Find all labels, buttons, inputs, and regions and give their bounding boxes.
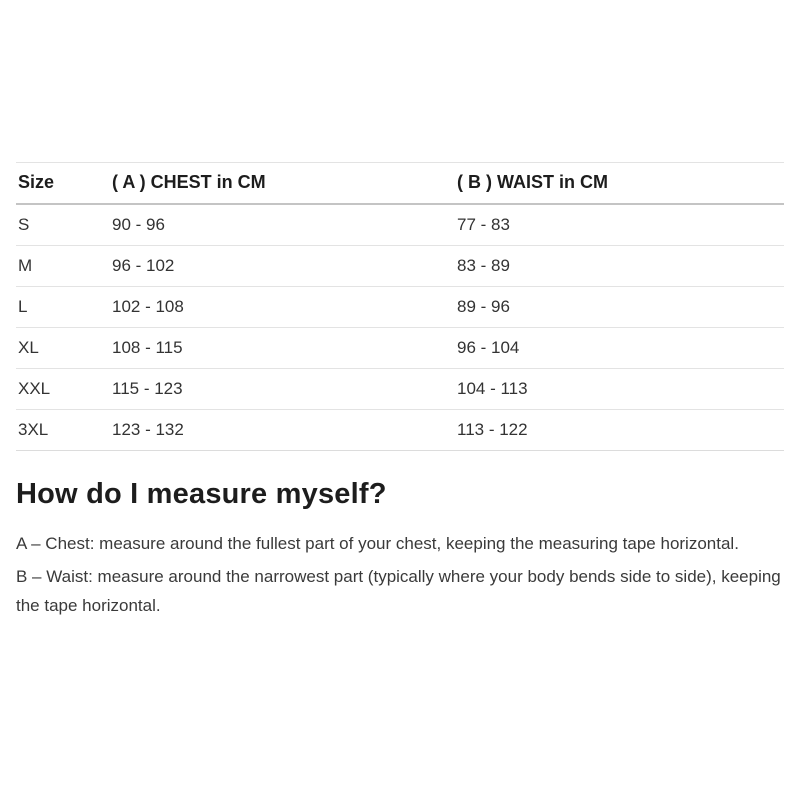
chest-cell: 115 - 123 [110, 369, 455, 410]
table-row-xl [16, 328, 784, 369]
size-cell: S [16, 204, 110, 246]
size-cell: L [16, 287, 110, 328]
measure-instruction-waist: B – Waist: measure around the narrowest part (typically where your body bends side to side), keeping the tape horizontal. [16, 567, 781, 615]
table-row-xxl [16, 369, 784, 410]
measure-instruction-chest: A – Chest: measure around the fullest part of your chest, keeping the measuring tape horizontal. [16, 534, 739, 553]
table-row-l [16, 287, 784, 328]
table-row-3xl [16, 410, 784, 451]
measure-instructions [16, 529, 784, 620]
header-row [16, 163, 784, 205]
waist-cell: 77 - 83 [455, 204, 784, 246]
size-chart-body [16, 204, 784, 451]
size-cell: XL [16, 328, 110, 369]
size-chart-header [16, 163, 784, 205]
chest-cell: 90 - 96 [110, 204, 455, 246]
col-header-waist: ( B ) WAIST in CM [455, 163, 784, 205]
chest-cell: 102 - 108 [110, 287, 455, 328]
table-row-m [16, 246, 784, 287]
section-heading: How do I measure myself? [16, 478, 387, 510]
chest-cell: 96 - 102 [110, 246, 455, 287]
table-row-s [16, 204, 784, 246]
waist-cell: 83 - 89 [455, 246, 784, 287]
chest-cell: 123 - 132 [112, 420, 184, 439]
waist-cell: 113 - 122 [457, 420, 528, 439]
size-cell: M [16, 246, 110, 287]
size-chart-table [16, 162, 784, 451]
col-header-chest: ( A ) CHEST in CM [110, 163, 455, 205]
waist-cell: 89 - 96 [455, 287, 784, 328]
size-cell: XXL [16, 369, 110, 410]
size-cell: 3XL [18, 420, 49, 439]
col-header-size: Size [16, 163, 110, 205]
waist-cell: 96 - 104 [455, 328, 784, 369]
waist-cell: 104 - 113 [455, 369, 784, 410]
chest-cell: 108 - 115 [110, 328, 455, 369]
